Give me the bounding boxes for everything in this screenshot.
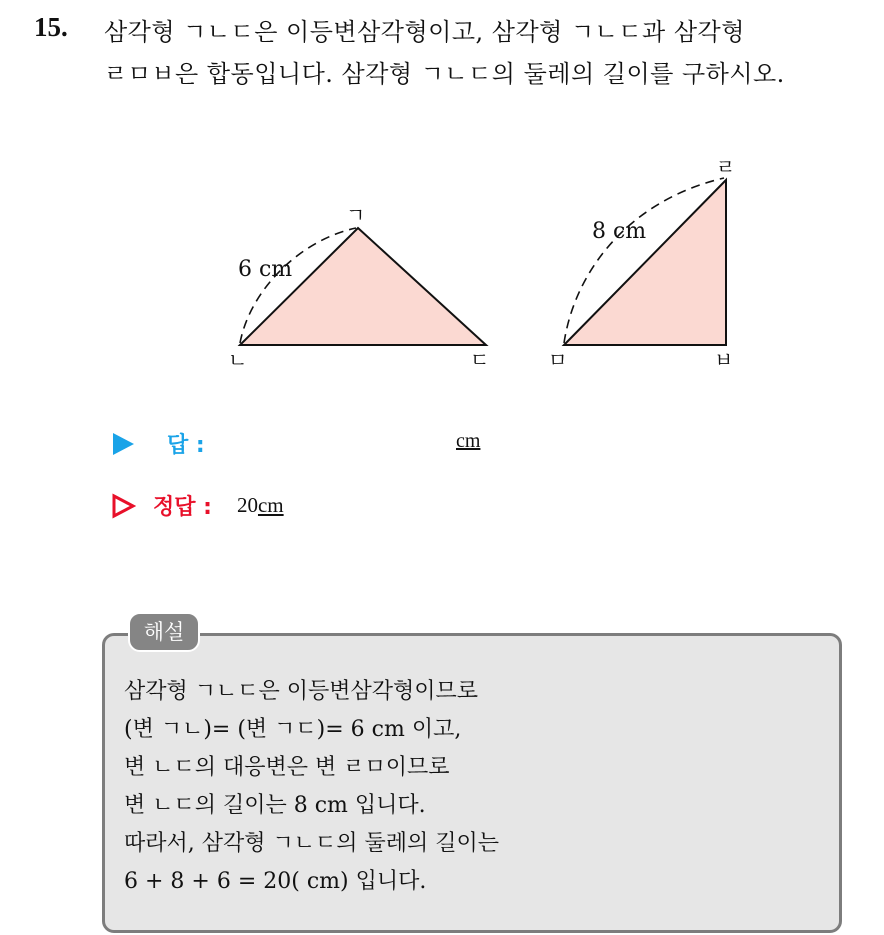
side-label-8cm: 8 cm	[592, 219, 647, 244]
correct-value: 20cm	[236, 493, 284, 517]
play-triangle-icon	[110, 431, 136, 457]
answer-unit[interactable]: cm	[456, 430, 481, 452]
explanation-line-6: 6 + 8 + 6 = 20( cm) 입니다.	[124, 869, 427, 894]
explanation-line-4: 변 ㄴㄷ의 길이는 8 cm 입니다.	[124, 793, 426, 818]
vertex-label-mieum: ㅁ	[548, 348, 568, 372]
triangle-gnd	[240, 228, 486, 345]
vertex-label-rieul: ㄹ	[716, 155, 736, 179]
correct-answer-row	[110, 490, 284, 521]
question-text-line-2: ㄹㅁㅂ은 합동입니다. 삼각형 ㄱㄴㄷ의 둘레의 길이를 구하시오.	[104, 60, 785, 88]
explanation-line-5: 따라서, 삼각형 ㄱㄴㄷ의 둘레의 길이는	[124, 831, 499, 856]
correct-label: 정답 :	[153, 495, 212, 520]
side-label-6cm: 6 cm	[238, 257, 293, 282]
explanation-tag: 해설	[128, 612, 200, 652]
outline-triangle-icon	[110, 493, 136, 519]
question-number: 15.	[34, 12, 68, 42]
explanation-line-3: 변 ㄴㄷ의 대응변은 변 ㄹㅁ이므로	[124, 755, 450, 780]
vertex-label-giyeok: ㄱ	[346, 203, 366, 227]
vertex-label-digeut: ㄷ	[470, 348, 490, 372]
explanation-line-1: 삼각형 ㄱㄴㄷ은 이등변삼각형이므로	[124, 679, 479, 704]
triangle-rmb	[564, 180, 726, 345]
answer-label: 답 :	[167, 433, 205, 458]
triangles-figure	[0, 0, 884, 420]
question-text-line-1: 삼각형 ㄱㄴㄷ은 이등변삼각형이고, 삼각형 ㄱㄴㄷ과 삼각형	[104, 18, 745, 46]
vertex-label-nieun: ㄴ	[228, 348, 248, 372]
vertex-label-bieup: ㅂ	[714, 348, 734, 372]
answer-row	[110, 428, 205, 459]
explanation-line-2: (변 ㄱㄴ)= (변 ㄱㄷ)= 6 cm 이고,	[124, 717, 462, 742]
